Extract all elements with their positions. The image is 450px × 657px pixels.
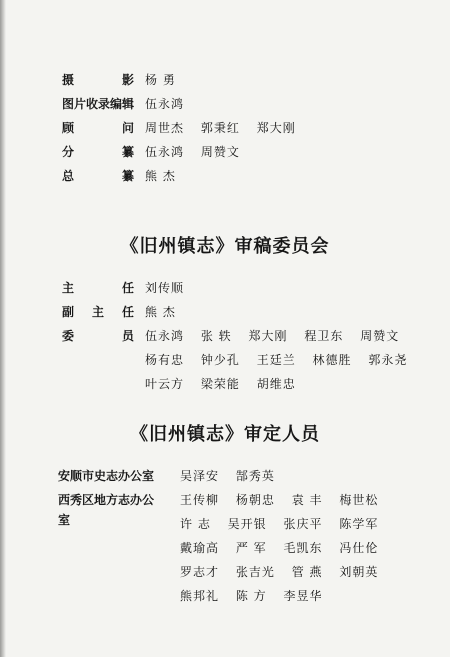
committee-role: 委 员 [62, 329, 134, 343]
credit-role: 摄 影 [62, 73, 134, 87]
credit-role: 顾 问 [62, 121, 134, 135]
credit-role: 总 纂 [62, 169, 134, 183]
credit-role: 图片收录编辑 [62, 97, 135, 111]
committee-row-members-3 [0, 374, 450, 394]
committee-names: 伍永鸿 张 轶 郑大刚 程卫东 周赞文 [145, 329, 400, 343]
reviewer-names: 吴泽安 郜秀英 [180, 469, 275, 483]
committee-heading: 《旧州镇志》审稿委员会 [120, 236, 330, 257]
credit-row-photography [0, 70, 450, 90]
reviewer-org-name: 安顺市史志办公室 [58, 469, 155, 483]
credit-row-photo-editor [0, 94, 450, 114]
reviewer-names: 戴瑜高 严 军 毛凯东 冯仕伦 [180, 541, 379, 555]
credit-role: 分 纂 [62, 145, 134, 159]
credit-names: 周世杰 郭秉红 郑大刚 [145, 121, 296, 135]
reviewer-row [0, 562, 450, 582]
credit-row-chief-editor [0, 166, 450, 186]
reviewer-names: 罗志才 张吉光 管 燕 刘朝英 [180, 565, 379, 579]
credit-names: 熊 杰 [145, 169, 176, 183]
committee-row-members [0, 326, 450, 346]
reviewer-org-anshun [0, 466, 450, 486]
committee-row-members-2 [0, 350, 450, 370]
reviewer-row [0, 586, 450, 606]
credit-row-section-editors [0, 142, 450, 162]
reviewer-names: 许 志 吴开银 张庆平 陈学军 [180, 517, 379, 531]
reviewers-heading: 《旧州镇志》审定人员 [130, 424, 320, 445]
reviewer-org-name: 西秀区地方志办公室 [58, 493, 155, 527]
reviewer-names: 王传柳 杨朝忠 袁 丰 梅世松 [180, 493, 379, 507]
committee-names: 刘传顺 [145, 281, 185, 295]
credit-names: 伍永鸿 [145, 97, 185, 111]
reviewer-row [0, 538, 450, 558]
credit-row-advisors [0, 118, 450, 138]
committee-names: 叶云方 梁荣能 胡维忠 [145, 377, 296, 391]
credit-names: 伍永鸿 周赞文 [145, 145, 240, 159]
committee-role: 副 主 任 [62, 305, 134, 319]
committee-row-deputy-director [0, 302, 450, 322]
committee-names: 熊 杰 [145, 305, 176, 319]
reviewer-names: 熊邦礼 陈 方 李昱华 [180, 589, 323, 603]
committee-names: 杨有忠 钟少孔 王廷兰 林德胜 郭永尧 [145, 353, 408, 367]
committee-row-director [0, 278, 450, 298]
reviewer-row [0, 514, 450, 534]
credit-names: 杨 勇 [145, 73, 176, 87]
committee-role: 主 任 [62, 281, 134, 295]
